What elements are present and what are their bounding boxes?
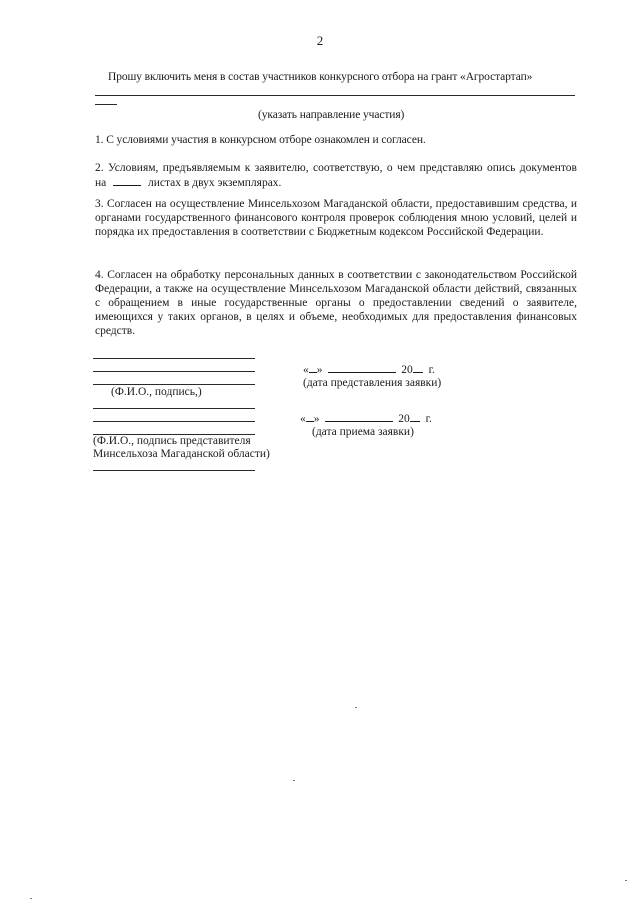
item-2 [95, 161, 577, 190]
scan-speck [355, 707, 357, 708]
page-number: 2 [316, 33, 324, 48]
submission-date-row [303, 362, 435, 377]
submission-year-suffix: г. [428, 364, 435, 376]
receipt-month-blank[interactable] [325, 411, 393, 422]
sheet-count-blank[interactable] [113, 175, 141, 186]
submission-caption: (дата представления заявки) [303, 377, 442, 389]
receipt-date-row [300, 411, 432, 426]
representative-signature-line-1[interactable] [93, 408, 255, 409]
item-4: 4. Согласен на обработку персональных данных в соответствии с законодательством Российской Федерации, а также на осуществление Минсельхозом Магаданской области действий, связанных с обращением в иные государственные органы о предоставлении сведений о заявителе, имеющихся у таких органов, в целях и объеме, необходимых для предоставления финансовых средств. [95, 269, 577, 337]
representative-signature-line-4[interactable] [93, 470, 255, 471]
direction-blank-line-1[interactable] [95, 95, 575, 96]
item-2-suffix: листах в двух экземплярах. [148, 177, 282, 189]
request-line: Прошу включить меня в состав участников конкурсного отбора на грант «Агростартап» [108, 71, 533, 83]
direction-caption: (указать направление участия) [258, 109, 405, 121]
applicant-signature-line-1[interactable] [93, 358, 255, 359]
item-2-prefix: на [95, 177, 107, 189]
item-2-line-2 [95, 175, 577, 190]
applicant-signature-line-2[interactable] [93, 371, 255, 372]
receipt-day-blank[interactable] [306, 411, 314, 422]
receipt-year-suffix: г. [425, 413, 432, 425]
submission-day-blank[interactable] [309, 362, 317, 373]
representative-caption-1: (Ф.И.О., подпись представителя [93, 435, 251, 447]
receipt-caption: (дата приема заявки) [312, 426, 414, 438]
submission-close-quote: » [316, 364, 323, 376]
scan-speck [293, 780, 295, 781]
direction-blank-line-2[interactable] [95, 104, 117, 105]
representative-signature-line-2[interactable] [93, 421, 255, 422]
receipt-close-quote: » [313, 413, 320, 425]
submission-open-quote: « [303, 364, 309, 376]
receipt-year-prefix: 20 [398, 413, 410, 425]
receipt-open-quote: « [300, 413, 306, 425]
scan-speck [30, 898, 32, 899]
submission-year-blank[interactable] [413, 362, 423, 373]
submission-year-prefix: 20 [401, 364, 413, 376]
item-2-line-1: 2. Условиям, предъявляемым к заявителю, соответствую, о чем представляю опись документов [95, 162, 577, 174]
applicant-caption: (Ф.И.О., подпись,) [111, 386, 202, 398]
item-1: 1. С условиями участия в конкурсном отборе ознакомлен и согласен. [95, 134, 426, 146]
receipt-year-blank[interactable] [410, 411, 420, 422]
submission-month-blank[interactable] [328, 362, 396, 373]
representative-caption-2: Минсельхоза Магаданской области) [93, 448, 270, 460]
scan-speck [625, 880, 627, 881]
item-3: 3. Согласен на осуществление Минсельхозом Магаданской области, предоставившим средства, и органами государственного финансового контроля проверок соблюдения мною условий, целей и порядка их предоставления в соответствии с Бюджетным кодексом Российской Федерации. [95, 198, 577, 238]
